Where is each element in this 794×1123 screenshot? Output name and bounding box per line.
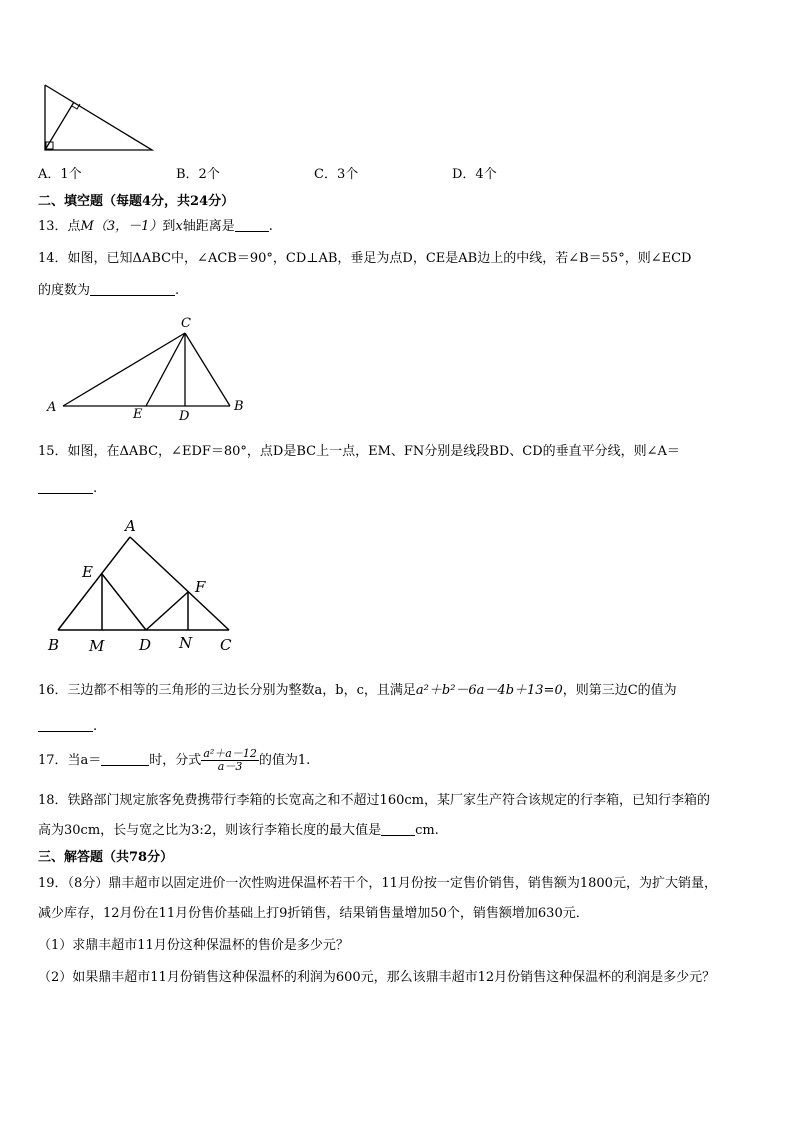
q14-label-d: D <box>179 409 190 424</box>
q15-line2 <box>38 480 97 497</box>
q17-denominator: a－3 <box>217 760 243 773</box>
q19-line1: 19．（8分）鼎丰超市以固定进价一次性购进保温杯若干个，11月份按一定售价销售，销售额为1800元，为扩大销量， <box>38 876 717 891</box>
q15-label-d: D <box>139 636 152 654</box>
q14-label-a: A <box>47 400 57 415</box>
q13-answer-blank[interactable] <box>235 218 269 232</box>
q17-pre: 17．当a＝ <box>38 753 102 768</box>
q16-line1 <box>38 682 677 699</box>
q18-line2 <box>38 822 439 839</box>
q12-altitude <box>45 102 74 150</box>
q14-line2-post: . <box>175 283 180 298</box>
q15-answer-blank[interactable] <box>38 480 93 494</box>
q14-side-bc <box>185 333 230 406</box>
q18-answer-blank[interactable] <box>381 822 415 836</box>
q12-triangle <box>45 85 152 150</box>
q13-end: . <box>268 219 273 234</box>
q16-line2 <box>38 718 97 735</box>
q15-side-ac <box>130 537 229 630</box>
q13-mid: 到 <box>162 219 176 234</box>
q17-mid: 时，分式 <box>149 753 202 768</box>
q15-label-n: N <box>179 634 193 652</box>
option-a: A．1个 <box>38 167 82 182</box>
q16-line1-post: ，则第三边C的值为 <box>562 683 677 698</box>
q19-line2: 减少库存，12月份在11月份售价基础上打9折销售，结果销售量增加50个，销售额增加630元． <box>38 906 589 921</box>
q13-pre: 13．点 <box>38 219 81 234</box>
section3-title: 三、解答题（共78分） <box>38 850 174 865</box>
q14-answer-blank[interactable] <box>90 282 175 296</box>
q13-point: M（3，－1） <box>80 219 163 234</box>
q15-label-m: M <box>89 637 105 655</box>
q17-numerator: a²＋a－12 <box>203 747 257 760</box>
q13-axis: x <box>175 219 183 234</box>
q16-answer-blank[interactable] <box>38 718 93 732</box>
q15-side-ab <box>58 537 130 630</box>
section2-title: 二、填空题（每题4分，共24分） <box>38 194 235 209</box>
q15-line2-post: . <box>93 481 98 496</box>
q14-line1: 14．如图，已知ΔABC中，∠ACB＝90°，CD⊥AB，垂足为点D，CE是AB边上的中线，若∠B＝55°，则∠ECD <box>38 251 692 266</box>
q15-label-b: B <box>48 636 60 654</box>
q13-post: 轴距离是 <box>182 219 235 234</box>
q14-label-c: C <box>181 316 191 331</box>
q12-foot-mark <box>72 104 80 109</box>
q18-line2-post: cm. <box>415 823 439 838</box>
q14-label-e: E <box>133 407 143 422</box>
q15-label-a: A <box>125 517 136 535</box>
q16-line2-post: . <box>93 719 98 734</box>
q18-line1: 18．铁路部门规定旅客免费携带行李箱的长宽高之和不超过160cm，某厂家生产符合该规定的行李箱，已知行李箱的 <box>38 793 710 808</box>
q19-sub2: （2）如果鼎丰超市11月份销售这种保温杯的利润为600元，那么该鼎丰超市12月份销售这种保温杯的利润是多少元？ <box>38 970 716 985</box>
option-c: C．3个 <box>314 167 359 182</box>
q15-figure <box>44 512 244 660</box>
q16-equation: a²＋b²－6a－4b＋13=0 <box>415 683 563 698</box>
q15-label-c: C <box>220 636 232 654</box>
q17-post: 的值为1. <box>258 753 311 768</box>
q16-line1-pre: 16．三边都不相等的三角形的三边长分别为整数a，b，c，且满足 <box>38 683 416 698</box>
q15-segment-ed <box>102 574 146 630</box>
q17-answer-blank[interactable] <box>101 752 149 766</box>
q14-figure <box>44 312 254 424</box>
q13 <box>38 218 273 235</box>
q15-segment-df <box>146 592 188 630</box>
q15-label-e: E <box>82 563 93 581</box>
q18-line2-pre: 高为30cm，长与宽之比为3:2，则该行李箱长度的最大值是 <box>38 823 382 838</box>
q14-line2 <box>38 282 179 299</box>
q14-side-ac <box>63 333 185 406</box>
option-b: B．2个 <box>176 167 220 182</box>
q19-sub1: （1）求鼎丰超市11月份这种保温杯的售价是多少元？ <box>38 938 349 953</box>
q17 <box>38 746 310 776</box>
q12-figure <box>40 82 160 154</box>
q15-line1: 15．如图，在ΔABC，∠EDF＝80°，点D是BC上一点，EM、FN分别是线段BD、CD的垂直平分线，则∠A＝ <box>38 444 680 459</box>
q15-label-f: F <box>195 578 206 596</box>
q14-line2-pre: 的度数为 <box>38 283 91 298</box>
option-d: D．4个 <box>452 167 497 182</box>
q14-label-b: B <box>234 399 244 414</box>
q17-fraction <box>201 748 259 773</box>
